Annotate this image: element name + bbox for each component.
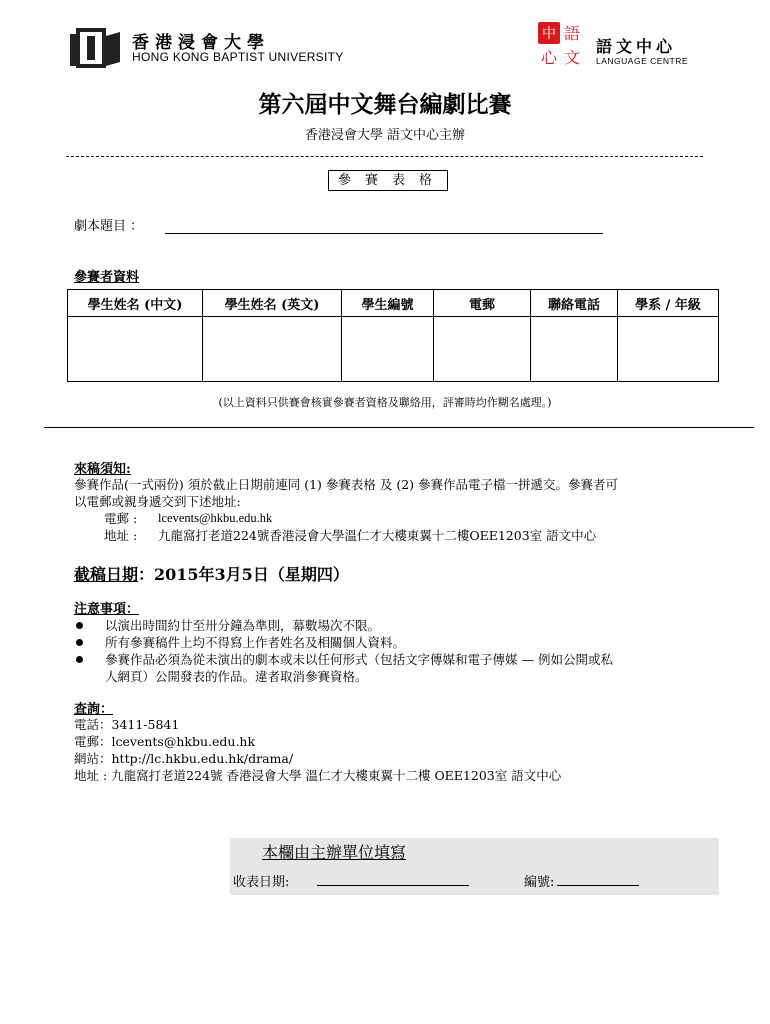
table-row bbox=[68, 317, 719, 382]
privacy-note: (以上資料只供賽會核實參賽者資格及聯絡用，評審時均作糊名處理。) bbox=[218, 396, 552, 409]
form-label: 參賽表格 bbox=[328, 170, 448, 191]
page-title: 第六屆中文舞台編劇比賽 bbox=[258, 91, 512, 118]
participants-table bbox=[67, 289, 719, 382]
svg-text:文: 文 bbox=[563, 48, 581, 67]
enquiry-phone: 電話：3411-5841 bbox=[74, 717, 180, 732]
column-header: 學生姓名 (英文) bbox=[203, 290, 342, 317]
svg-text:心: 心 bbox=[540, 48, 558, 67]
received-date-label: 收表日期: bbox=[233, 875, 290, 890]
office-use-title: 本欄由主辦單位填寫 bbox=[262, 843, 407, 862]
submission-text-line2: 以電郵或親身遞交到下述地址: bbox=[74, 494, 241, 509]
enquiry-website[interactable]: 網站：http://lc.hkbu.edu.hk/drama/ bbox=[74, 751, 294, 766]
university-name-en: HONG KONG BAPTIST UNIVERSITY bbox=[132, 50, 344, 64]
column-header: 學生編號 bbox=[342, 290, 434, 317]
submission-heading: 來稿須知: bbox=[74, 462, 131, 477]
enquiries-heading: 查詢： bbox=[74, 702, 114, 717]
submission-address-value: 九龍窩打老道224號香港浸會大學溫仁才大樓東翼十二樓OEE1203室 語文中心 bbox=[158, 528, 597, 543]
submission-email-value[interactable]: lcevents@hkbu.edu.hk bbox=[158, 511, 273, 525]
email-cell[interactable] bbox=[434, 317, 531, 382]
list-item: 以演出時間約廿至卅分鐘為準則，幕數場次不限。 bbox=[74, 617, 714, 634]
enquiry-address: 地址 : 九龍窩打老道224號 香港浸會大學 溫仁才大樓東翼十二樓 OEE1203室 語文中心 bbox=[74, 768, 562, 783]
deadline-value: ：2015年3月5日（星期四） bbox=[138, 565, 349, 584]
department-year-cell[interactable] bbox=[618, 317, 719, 382]
dashed-divider bbox=[66, 156, 703, 157]
svg-text:中: 中 bbox=[542, 26, 556, 42]
solid-divider bbox=[44, 427, 754, 428]
deadline-label: 截稿日期 bbox=[74, 565, 139, 584]
name-zh-cell[interactable] bbox=[68, 317, 203, 382]
number-field[interactable] bbox=[557, 885, 639, 886]
centre-name-en: LANGUAGE CENTRE bbox=[596, 56, 689, 66]
received-date-field[interactable] bbox=[317, 885, 469, 886]
column-header: 學系 / 年級 bbox=[618, 290, 719, 317]
bullet-icon bbox=[76, 656, 83, 663]
column-header: 聯絡電話 bbox=[531, 290, 618, 317]
notes-list bbox=[74, 617, 714, 685]
hkbu-logo-icon bbox=[68, 28, 122, 68]
centre-name-zh: 語文中心 bbox=[596, 37, 677, 56]
script-title-label: 劇本題目 ： bbox=[74, 219, 144, 234]
number-label: 編號: bbox=[524, 875, 555, 890]
submission-text-line1: 參賽作品(一式兩份) 須於截止日期前連同 (1) 參賽表格 及 (2) 參賽作品電子檔一拼遞交。參賽者可 bbox=[74, 477, 619, 492]
deadline bbox=[74, 562, 349, 585]
column-header: 學生姓名 (中文) bbox=[68, 290, 203, 317]
enquiry-email[interactable]: 電郵：lcevents@hkbu.edu.hk bbox=[74, 734, 256, 749]
student-id-cell[interactable] bbox=[342, 317, 434, 382]
script-title-field[interactable] bbox=[165, 233, 603, 234]
name-en-cell[interactable] bbox=[203, 317, 342, 382]
university-name-zh: 香港浸會大學 bbox=[132, 33, 270, 53]
column-header: 電郵 bbox=[434, 290, 531, 317]
notes-heading: 注意事項： bbox=[74, 602, 140, 617]
bullet-icon bbox=[76, 622, 83, 629]
list-item: 參賽作品必須為從未演出的劇本或未以任何形式（包括文字傳媒和電子傳媒 — 例如公開或私 人網頁）公開發表的作品。違者取消參賽資格。 bbox=[74, 651, 714, 685]
list-item: 所有參賽稿件上均不得寫上作者姓名及相關個人資料。 bbox=[74, 634, 714, 651]
page-subtitle: 香港浸會大學 語文中心主辦 bbox=[304, 128, 466, 143]
phone-cell[interactable] bbox=[531, 317, 618, 382]
bullet-icon bbox=[76, 639, 83, 646]
submission-address-label: 地址 : bbox=[104, 528, 138, 543]
participants-heading: 參賽者資料 bbox=[74, 270, 140, 285]
svg-text:語: 語 bbox=[563, 24, 581, 43]
language-centre-seal-icon bbox=[538, 22, 584, 68]
submission-email-label: 電郵 : bbox=[104, 511, 138, 526]
